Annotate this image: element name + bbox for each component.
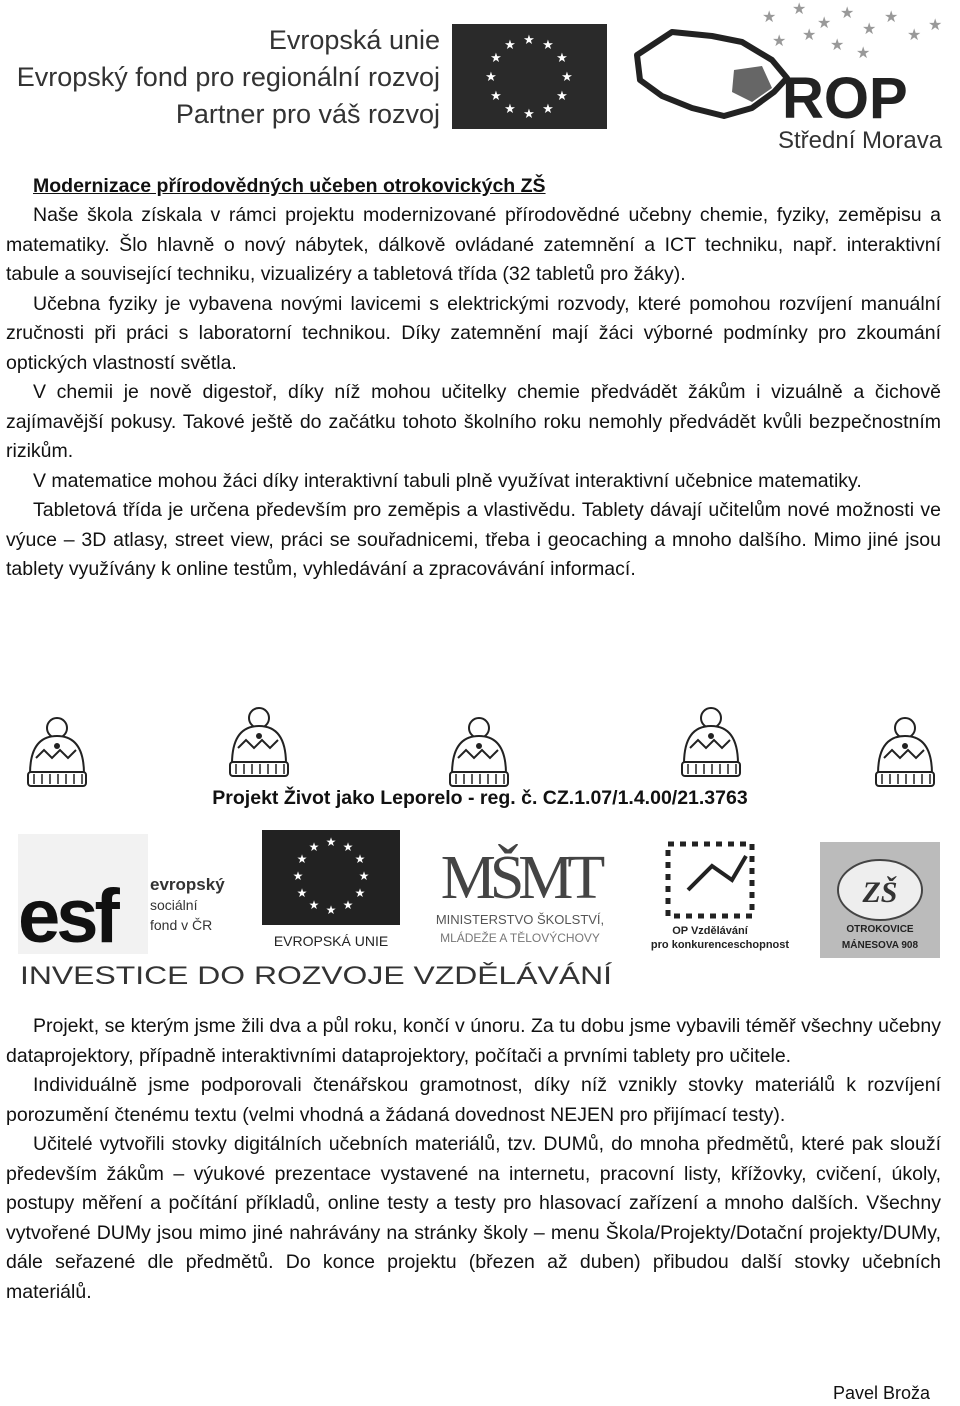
zs-bottom: MÁNESOVA 908: [841, 940, 919, 951]
esf-line3: fond v ČR: [150, 917, 213, 933]
article-paragraph: Tabletová třída je určena především pro zeměpis a vlastivědu. Tablety dávají učitelům nové možnosti ve výuce – 3D atlasy, street view, práci se souřadnicemi, třeba i geocaching a mnoho dalšího. Mimo jiné jsou tablety využívány k online testům, vyhledávání a zpracovávání informací.: [6, 499, 941, 580]
esf-logo: [18, 834, 225, 959]
knit-hat-icon: [676, 706, 746, 782]
svg-text:★: ★: [556, 51, 568, 66]
op-logo: [651, 844, 789, 951]
knit-hat-icon: [224, 706, 294, 782]
svg-text:★: ★: [354, 886, 366, 900]
svg-text:★: ★: [325, 903, 337, 917]
svg-text:★: ★: [928, 15, 943, 34]
svg-text:★: ★: [354, 852, 366, 866]
msmt-line1: MINISTERSTVO ŠKOLSTVÍ,: [435, 912, 605, 927]
rop-stredni-morava-logo: [612, 0, 952, 155]
project-paragraph: Učitelé vytvořili stovky digitálních učebních materiálů, tzv. DUMů, do mnoha předmětů, které pak slouží především žákům – výukové prezentace vystavené na internetu, pracovní listy, křížovky, cvičení, úkoly, postupy měření a počítání příkladů, online testy a testy pro hlasovací zařízení a mnoho dalších. Všechny vytvořené DUMy jsou mimo jiné nahrávány na stránky školy – menu Škola/Projekty/Dotační projekty/DUMy, dále seřazené dle předmětů. Do konce projektu (březen až duben) přibudou další stovky učebních materiálů.: [6, 1133, 941, 1303]
header-line-eu: Evropská unie: [268, 25, 440, 55]
article-body: [6, 201, 941, 585]
header-line-fund: Evropský fond pro regionální rozvoj: [16, 62, 440, 92]
svg-text:★: ★: [884, 7, 899, 26]
svg-text:★: ★: [504, 102, 516, 117]
svg-text:★: ★: [308, 898, 320, 912]
esf-mark: esf: [18, 874, 116, 959]
header-text-block: [10, 22, 440, 133]
project-paragraph: Individuálně jsme podporovali čtenářskou gramotnost, díky níž vznikly stovky materiálů k rozvíjení porozumění čtenému textu (velmi vhodná a žádaná dovednost NEJEN pro přijímací testy).: [6, 1074, 941, 1126]
svg-text:★: ★: [907, 25, 922, 44]
rop-name: ROP: [782, 66, 908, 131]
svg-text:★: ★: [762, 7, 777, 26]
svg-text:★: ★: [504, 38, 516, 53]
author-signature: Pavel Broža: [832, 1383, 930, 1403]
msmt-mark: MŠMT: [440, 844, 600, 912]
svg-text:★: ★: [296, 886, 308, 900]
knit-hat-icon: [870, 716, 940, 792]
svg-text:★: ★: [490, 51, 502, 66]
project-body: [6, 1012, 941, 1307]
rop-region: Střední Morava: [778, 127, 943, 154]
article-paragraph: Naše škola získala v rámci projektu modernizované přírodovědné učebny chemie, fyziky, zeměpisu a matematiky. Šlo hlavně o nový nábytek, dálkově ovládané zatemnění a ICT techniku, např. interaktivní tabule a související techniku, vizualizéry a tabletová třída (32 tabletů pro žáky).: [6, 204, 941, 285]
svg-text:★: ★: [308, 840, 320, 854]
svg-text:★: ★: [342, 840, 354, 854]
zs-otrokovice-logo: [820, 842, 940, 958]
project-title: Projekt Život jako Leporelo - reg. č. CZ.1.07/1.4.00/21.3763: [212, 787, 748, 809]
svg-text:★: ★: [840, 3, 855, 22]
project-paragraph: Projekt, se kterým jsme žili dva a půl roku, končí v únoru. Za tu dobu jsme vybavili téměř všechny učebny dataprojektory, případně interaktivními dataprojektory, počítači a prvními tablety pro učitele.: [6, 1015, 941, 1067]
knit-hat-icon: [22, 716, 92, 792]
svg-text:★: ★: [556, 89, 568, 104]
svg-text:★: ★: [856, 43, 871, 62]
esf-line1: evropský: [150, 875, 225, 894]
svg-text:★: ★: [485, 70, 497, 85]
esf-line2: sociální: [150, 897, 198, 913]
svg-text:★: ★: [862, 19, 877, 38]
svg-text:★: ★: [561, 70, 573, 85]
eu-logo: [262, 830, 400, 949]
svg-text:★: ★: [523, 33, 535, 48]
svg-text:★: ★: [817, 13, 832, 32]
eu-caption: EVROPSKÁ UNIE: [273, 933, 389, 949]
project-logos-strip: [0, 820, 960, 1002]
svg-text:★: ★: [358, 869, 370, 883]
svg-text:★: ★: [542, 38, 554, 53]
header-line-partner: Partner pro váš rozvoj: [175, 99, 440, 129]
svg-text:★: ★: [792, 0, 807, 18]
msmt-line2: MLÁDEŽE A TĚLOVÝCHOVY: [440, 931, 600, 945]
svg-text:★: ★: [342, 898, 354, 912]
eu-flag-logo: [452, 24, 607, 129]
svg-text:★: ★: [490, 89, 502, 104]
op-line1: OP Vzdělávání: [672, 925, 748, 937]
zs-top: OTROKOVICE: [846, 924, 914, 935]
zs-mark: ZŠ: [862, 876, 898, 909]
article-paragraph: Učebna fyziky je vybavena novými lavicemi s elektrickými rozvody, které pomohou rozvíjení manuální zručnosti při práci s laboratorní technikou. Díky zatemnění mají žáci výborné podmínky pro zkoumání optických vlastností světla.: [6, 292, 941, 374]
op-line2: pro konkurenceschopnost: [650, 939, 790, 951]
article-paragraph: V matematice mohou žáci díky interaktivní tabuli plně využívat interaktivní učebnice matematiky.: [33, 469, 862, 492]
article-paragraph: V chemii je nově digestoř, díky níž mohou učitelky chemie předvádět žákům i vizuálně a čichově zajímavější pokusy. Takové ještě do začátku tohoto školního roku nemohly předvádět kvůli bezpečnostním rizikům.: [6, 381, 941, 462]
svg-text:★: ★: [325, 835, 337, 849]
svg-text:★: ★: [802, 25, 817, 44]
msmt-logo: [436, 844, 605, 945]
article-title: Modernizace přírodovědných učeben otrokovických ZŠ: [33, 175, 546, 197]
svg-text:★: ★: [542, 102, 554, 117]
investice-banner: INVESTICE DO ROZVOJE VZDĚLÁVÁNÍ: [20, 962, 484, 990]
svg-text:★: ★: [292, 869, 304, 883]
svg-text:★: ★: [830, 35, 845, 54]
svg-text:★: ★: [772, 31, 787, 50]
knit-hat-icon: [444, 716, 514, 792]
svg-text:★: ★: [523, 107, 535, 122]
svg-text:★: ★: [296, 852, 308, 866]
